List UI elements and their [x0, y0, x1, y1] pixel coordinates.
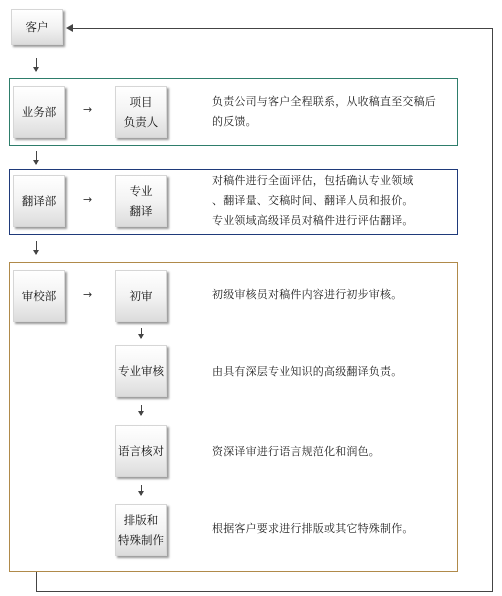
down-arrow-icon — [141, 328, 142, 338]
client-label: 客户 — [25, 20, 49, 34]
role-label: 翻译 — [129, 204, 153, 218]
loop-line-right — [492, 28, 493, 592]
loop-line-down — [36, 572, 37, 592]
role-node-project-manager — [115, 86, 167, 138]
business-description — [212, 92, 456, 132]
desc-line: 负责公司与客户全程联系，从收稿直至交稿后 — [212, 95, 436, 108]
loop-line-bottom — [36, 591, 493, 592]
down-arrow-icon — [36, 58, 37, 71]
dept-label: 审校部 — [21, 289, 57, 303]
desc-line: 的反馈。 — [212, 115, 257, 128]
dept-label: 翻译部 — [21, 194, 57, 208]
loop-arrowhead-icon — [66, 24, 73, 32]
dept-node-review — [13, 270, 65, 322]
right-arrow-icon: → — [83, 193, 93, 206]
step-description: 资深译审进行语言规范化和润色。 — [212, 445, 380, 458]
role-node-translator — [115, 175, 167, 227]
role-label: 项目 — [129, 95, 153, 109]
down-arrow-icon — [141, 485, 142, 495]
down-arrow-icon — [36, 241, 37, 254]
right-arrow-icon: → — [83, 288, 93, 301]
step-label: 专业审核 — [118, 364, 164, 378]
step-label: 特殊制作 — [118, 533, 164, 547]
right-arrow-icon: → — [83, 103, 93, 116]
dept-node-translation — [13, 175, 65, 227]
client-node — [11, 9, 63, 45]
step-label: 排版和 — [123, 513, 159, 527]
loop-line-top — [72, 28, 493, 29]
dept-label: 业务部 — [21, 105, 57, 119]
desc-line: 、翻译量、交稿时间、翻译人员和报价。 — [212, 194, 414, 207]
step-node-initial-review — [115, 270, 167, 322]
step-node-expert-review — [115, 345, 167, 397]
step-node-language-check — [115, 425, 167, 477]
step-label: 语言核对 — [118, 444, 164, 458]
desc-line: 专业领域高级译员对稿件进行评估翻译。 — [212, 214, 414, 227]
role-label: 负责人 — [123, 115, 159, 129]
step-description: 由具有深层专业知识的高级翻译负责。 — [212, 365, 403, 378]
down-arrow-icon — [141, 405, 142, 415]
step-label: 初审 — [129, 289, 153, 303]
step-description: 根据客户要求进行排版或其它特殊制作。 — [212, 522, 414, 535]
step-node-typesetting — [115, 504, 167, 556]
translation-description — [212, 171, 456, 231]
desc-line: 对稿件进行全面评估，包括确认专业领域 — [212, 174, 414, 187]
role-label: 专业 — [129, 184, 153, 198]
dept-node-business — [13, 86, 65, 138]
step-description: 初级审核员对稿件内容进行初步审核。 — [212, 288, 403, 301]
down-arrow-icon — [36, 151, 37, 164]
